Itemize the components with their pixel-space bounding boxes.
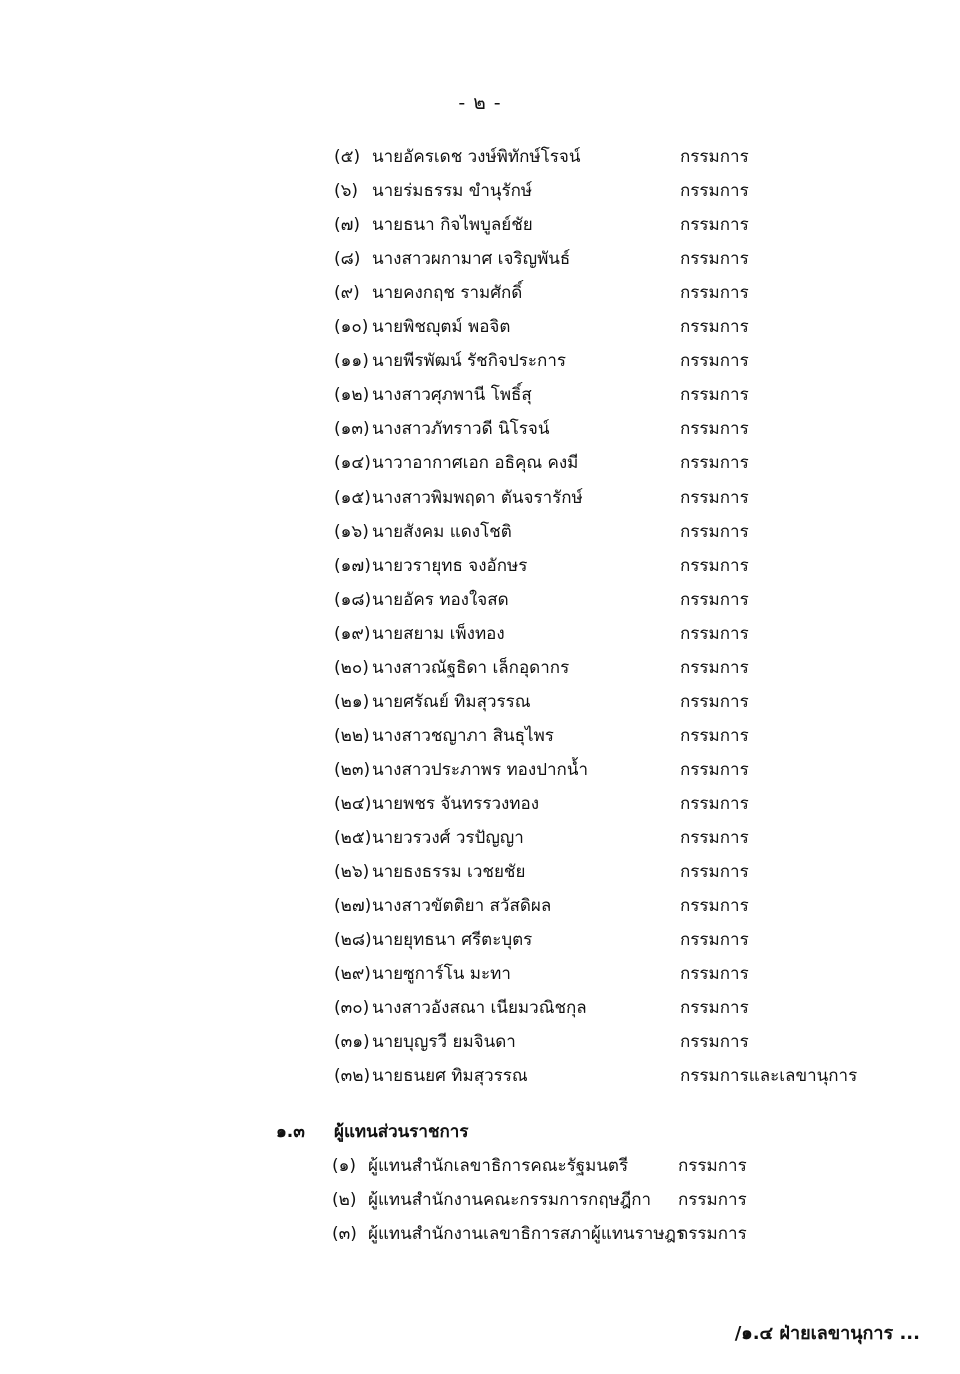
member-role: กรรมการ	[680, 793, 749, 814]
member-num: (๑๔)	[334, 453, 371, 474]
member-num: (๑๑)	[334, 351, 369, 372]
member-row	[0, 517, 960, 547]
member-num: (๒๑)	[334, 691, 370, 712]
member-num: (๙)	[334, 283, 360, 304]
member-row	[0, 483, 960, 513]
representative-role: กรรมการ	[678, 1224, 747, 1244]
member-role: กรรมการ	[680, 589, 749, 610]
member-role: กรรมการ	[680, 521, 749, 542]
member-name: นายสังคม แดงโชติ	[372, 521, 512, 542]
representative-name: ผู้แทนสำนักงานเลขาธิการสภาผู้แทนราษฎร	[368, 1224, 686, 1244]
member-name: นายพีรพัฒน์ รัชกิจประการ	[372, 351, 566, 372]
member-row	[0, 278, 960, 308]
member-role: กรรมการ	[680, 896, 749, 917]
representative-num: (๒)	[332, 1190, 357, 1210]
member-name: นายอัคร ทองใจสด	[372, 589, 509, 610]
member-row	[0, 959, 960, 989]
member-row	[0, 585, 960, 615]
member-num: (๒๙)	[334, 964, 371, 985]
member-role: กรรมการ	[680, 351, 749, 372]
representative-name: ผู้แทนสำนักงานคณะกรรมการกฤษฎีกา	[368, 1190, 652, 1210]
member-row	[0, 925, 960, 955]
member-name: นายพิชญุตม์ พอจิต	[372, 317, 511, 338]
member-role: กรรมการ	[680, 657, 749, 678]
member-num: (๑๙)	[334, 623, 371, 644]
member-row	[0, 619, 960, 649]
member-row	[0, 210, 960, 240]
member-name: นายพชร จันทรรวงทอง	[372, 793, 540, 814]
member-name: นางสาวณัฐธิดา เล็กอุดากร	[372, 657, 570, 678]
member-role: กรรมการ	[680, 1032, 749, 1053]
member-row	[0, 380, 960, 410]
member-row	[0, 551, 960, 581]
member-num: (๒๔)	[334, 793, 372, 814]
representative-name: ผู้แทนสำนักเลขาธิการคณะรัฐมนตรี	[368, 1156, 629, 1176]
member-name: นายวรายุทธ จงอักษร	[372, 555, 528, 576]
member-role: กรรมการ	[680, 555, 749, 576]
member-num: (๑๖)	[334, 521, 369, 542]
member-role: กรรมการ	[680, 862, 749, 883]
member-role: กรรมการ	[680, 419, 749, 440]
member-row	[0, 176, 960, 206]
member-row	[0, 142, 960, 172]
member-role: กรรมการ	[680, 930, 749, 951]
member-name: นางสาวประภาพร ทองปากน้ำ	[372, 759, 588, 780]
member-row	[0, 653, 960, 683]
member-name: นายธงธรรม เวชยชัย	[372, 862, 526, 883]
member-num: (๑๐)	[334, 317, 369, 338]
member-name: นางสาวผกามาศ เจริญพันธ์	[372, 249, 571, 270]
member-name: นางสาวภัทราวดี นิโรจน์	[372, 419, 550, 440]
member-name: นางสาวอังสณา เนียมวณิชกุล	[372, 998, 587, 1019]
member-row	[0, 244, 960, 274]
member-role: กรรมการ	[680, 623, 749, 644]
member-row	[0, 1027, 960, 1057]
member-num: (๑๕)	[334, 487, 371, 508]
member-num: (๒๐)	[334, 657, 369, 678]
member-num: (๓๑)	[334, 1032, 370, 1053]
representative-row	[0, 1185, 960, 1215]
member-role: กรรมการ	[680, 147, 749, 167]
member-row	[0, 346, 960, 376]
member-name: นายธนา กิจไพบูลย์ชัย	[372, 215, 533, 236]
member-num: (๖)	[334, 181, 359, 202]
member-role: กรรมการ	[680, 249, 749, 270]
member-num: (๕)	[334, 147, 361, 167]
member-name: นาวาอากาศเอก อธิคุณ คงมี	[372, 453, 579, 474]
member-role: กรรมการ	[680, 453, 749, 474]
member-role: กรรมการ	[680, 759, 749, 780]
section-number: ๑.๓	[276, 1122, 305, 1142]
member-row	[0, 993, 960, 1023]
member-name: นายบุญรวี ยมจินดา	[372, 1032, 516, 1053]
member-num: (๑๓)	[334, 419, 370, 440]
member-role: กรรมการ	[680, 691, 749, 712]
member-role: กรรมการ	[680, 215, 749, 236]
member-name: นางสาวชญาภา สินธุไพร	[372, 725, 554, 746]
member-name: นายอัครเดช วงษ์พิทักษ์โรจน์	[372, 147, 581, 167]
representative-row	[0, 1219, 960, 1249]
representative-row	[0, 1151, 960, 1181]
representative-num: (๑)	[332, 1156, 357, 1176]
member-role: กรรมการ	[680, 283, 749, 304]
member-row	[0, 823, 960, 853]
member-name: นายยุทธนา ศรีตะบุตร	[372, 930, 533, 951]
member-num: (๒๘)	[334, 930, 372, 951]
member-role: กรรมการ	[680, 181, 749, 202]
member-role: กรรมการ	[680, 725, 749, 746]
member-role: กรรมการ	[680, 317, 749, 338]
member-row	[0, 414, 960, 444]
member-role: กรรมการ	[680, 998, 749, 1019]
member-num: (๑๗)	[334, 555, 371, 576]
member-name: นายคงกฤช รามศักดิ์	[372, 283, 523, 304]
representative-num: (๓)	[332, 1224, 357, 1244]
member-row	[0, 789, 960, 819]
member-num: (๑๘)	[334, 589, 372, 610]
member-name: นายสยาม เพ็งทอง	[372, 623, 505, 644]
member-name: นายร่มธรรม ขำนุรักษ์	[372, 181, 533, 202]
section-heading	[0, 1117, 960, 1147]
member-row	[0, 448, 960, 478]
member-name: นายวรวงศ์ วรปัญญา	[372, 828, 524, 848]
member-name: นายศรัณย์ ทิมสุวรรณ	[372, 691, 531, 712]
member-num: (๒๓)	[334, 759, 371, 780]
member-role: กรรมการ	[680, 487, 749, 508]
section-title: ผู้แทนส่วนราชการ	[334, 1122, 469, 1142]
page-number: - ๒ -	[458, 92, 502, 114]
continuation-note: /๑.๔ ฝ่ายเลขานุการ ...	[734, 1323, 920, 1344]
member-row	[0, 857, 960, 887]
member-num: (๑๒)	[334, 385, 370, 406]
member-num: (๘)	[334, 249, 361, 270]
member-row	[0, 721, 960, 751]
member-row	[0, 755, 960, 785]
member-name: นายซูการ์โน มะทา	[372, 964, 511, 985]
member-num: (๓๐)	[334, 998, 370, 1019]
member-name: นายธนยศ ทิมสุวรรณ	[372, 1066, 528, 1087]
member-row	[0, 1061, 960, 1091]
member-num: (๗)	[334, 215, 361, 236]
member-role: กรรมการและเลขานุการ	[680, 1066, 858, 1087]
member-name: นางสาวศุภพานี โพธิ์สุ	[372, 385, 532, 406]
member-name: นางสาวขัตติยา สวัสดิผล	[372, 896, 552, 917]
representative-role: กรรมการ	[678, 1190, 747, 1210]
member-num: (๒๒)	[334, 725, 370, 746]
member-num: (๒๕)	[334, 828, 372, 848]
member-num: (๒๖)	[334, 862, 370, 883]
member-role: กรรมการ	[680, 828, 749, 848]
member-row	[0, 312, 960, 342]
member-role: กรรมการ	[680, 385, 749, 406]
member-row	[0, 891, 960, 921]
member-num: (๓๒)	[334, 1066, 371, 1087]
member-num: (๒๗)	[334, 896, 372, 917]
member-row	[0, 687, 960, 717]
representative-role: กรรมการ	[678, 1156, 747, 1176]
member-name: นางสาวพิมพฤดา ตันจรารักษ์	[372, 487, 583, 508]
member-role: กรรมการ	[680, 964, 749, 985]
